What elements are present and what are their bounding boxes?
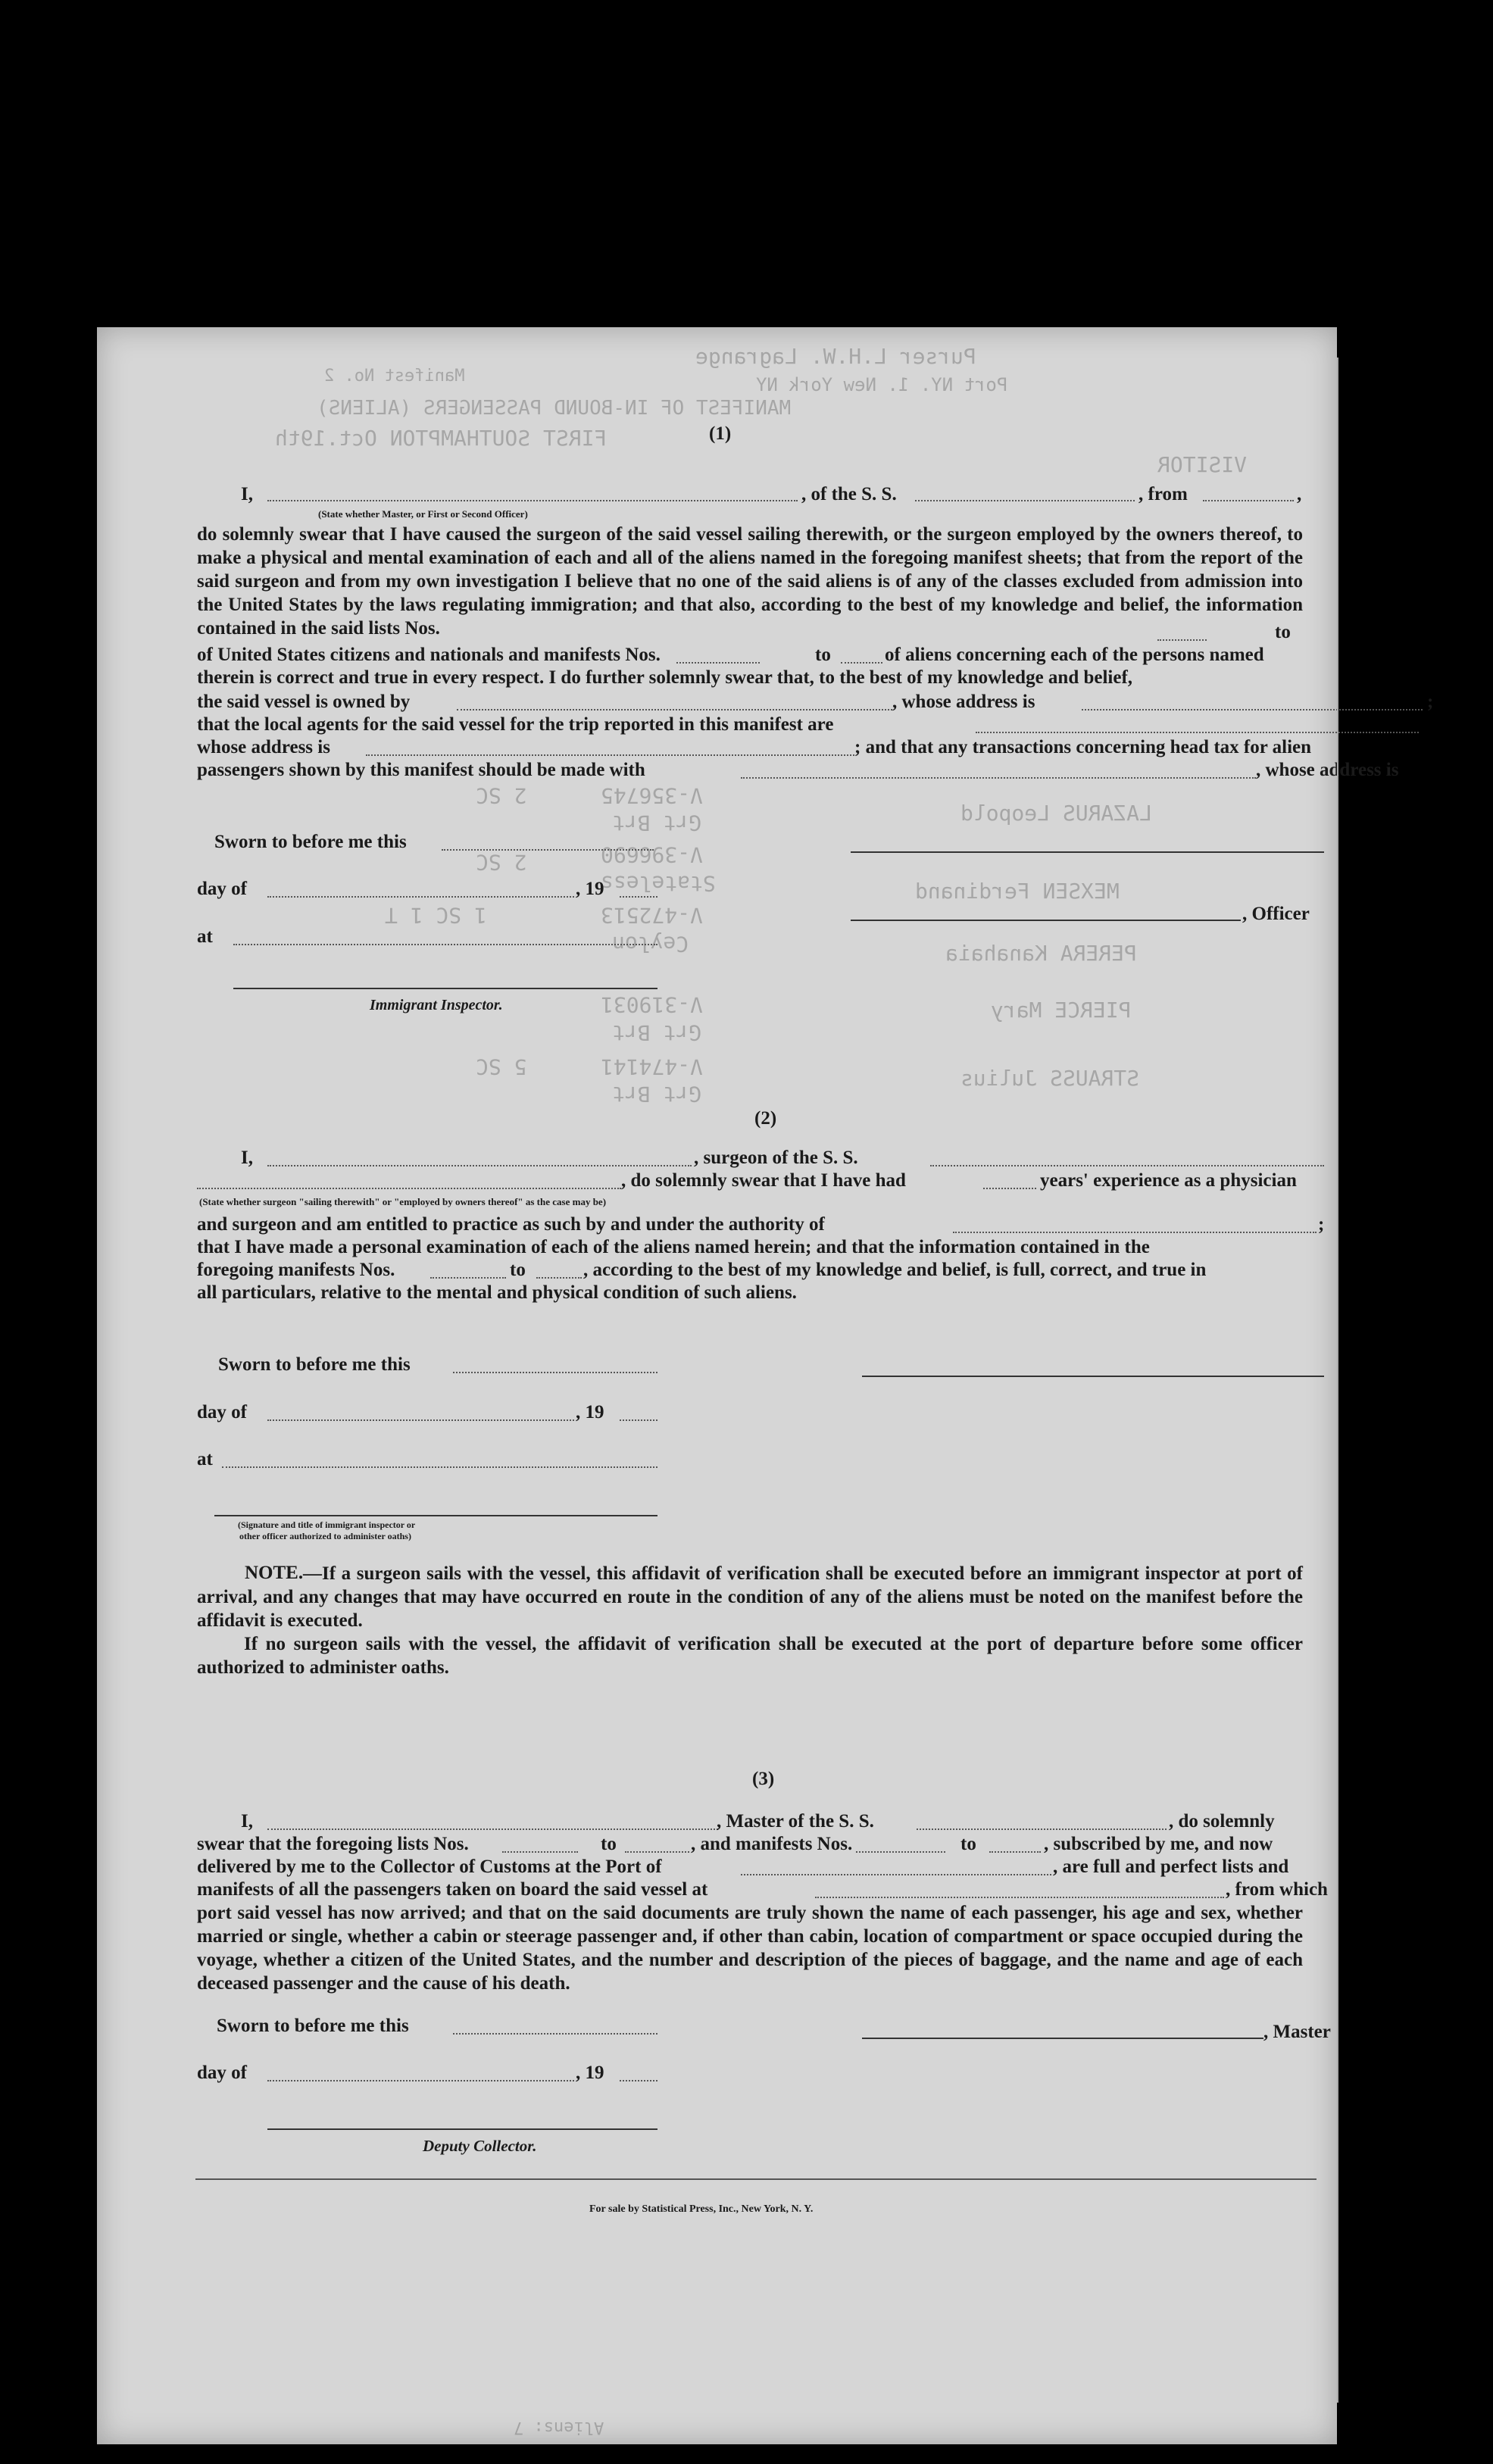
punch-hole [1368,2356,1401,2389]
s2-inspector-signature-line[interactable] [214,1515,657,1516]
s3-collector-label: delivered by me to the Collector of Customs at the Port of [197,1857,662,1877]
s3-declaration-paragraph: port said vessel has now arrived; and that on the said documents are truly shown the name of each passenger, his age and sex, whether married or single, whether a cabin or steerage passenger and, if other than cabin, location of compartment or space occupied during the voyage, whether a citizen of the United States, and the number and description of the pieces of baggage, and the name and age of each deceased passenger and the cause of his death. [197,1903,1303,1994]
s1-agents-field[interactable] [976,732,1419,733]
s3-name-field[interactable] [267,1828,718,1830]
s1-from-field[interactable] [1203,500,1294,501]
footer-printer: For sale by Statistical Press, Inc., New York, N. Y. [589,2203,814,2215]
s1-head-tax-label: ; and that any transactions concerning head tax for alien [854,737,1312,757]
ghost-class-2: 2 SC [476,850,527,875]
right-edge-rule [1337,358,1338,2403]
s2-year-field[interactable] [620,1419,657,1421]
s2-years-field[interactable] [983,1188,1036,1189]
s1-owner-address-field[interactable] [1082,709,1423,710]
s3-lists-to-label: to [601,1834,617,1854]
s2-capacity-field[interactable] [197,1188,621,1189]
ghost-code-1: V-356745 [601,783,703,808]
s2-at-label: at [197,1449,213,1469]
ghost-visitor: VISITOR [1157,452,1248,477]
s2-note-label: NOTE. [245,1563,304,1583]
punch-hole [1373,1924,1406,1957]
s2-swear-label: , do solemnly swear that I have had [621,1170,906,1191]
punch-hole [1363,501,1397,535]
s1-head-tax-address-label: , whose address is [1256,760,1399,780]
s3-port-field[interactable] [741,1874,1051,1875]
s3-manifests-to-label: to [960,1834,976,1854]
ghost-code-7: V-319031 [601,992,703,1017]
s1-day-field[interactable] [267,896,574,898]
s3-collector-signature-line[interactable] [267,2128,657,2130]
s2-i-label: I, [241,1148,253,1168]
s1-agents-address-field[interactable] [366,754,854,756]
s3-from-which-label: , from which [1226,1879,1328,1900]
s1-from-label: , from [1138,484,1188,504]
s2-examination-line: that I have made a personal examination of each of the aliens named herein; and that the information contained in the [197,1237,1150,1257]
s2-manifests-to-label: to [510,1260,526,1280]
punch-hole [1368,1845,1401,1878]
s1-manifest-to-label: to [815,645,831,665]
s1-oath-paragraph: do solemnly swear that I have caused the surgeon of the said vessel sailing therewith, or the surgeon employed by the owners thereof, to make a physical and mental examination of each and all of the aliens named in the foregoing manifest sheets; that from the report of the said surgeon and from my own investigation I believe that no one of the said aliens is of any of the classes excluded from admission into the United States by the laws regulating immigration; and that also, according to the best of my knowledge and belief, the information contained in the said lists Nos. [197,524,1303,639]
ghost-class-3: 1 SC 1 T [385,903,487,928]
s3-manifests-to-field[interactable] [989,1851,1041,1853]
s1-manifest-to-field[interactable] [841,662,882,664]
ghost-code-6: Ceylon [612,932,689,957]
s1-officer-line-1[interactable] [851,851,1324,853]
s3-departure-port-field[interactable] [815,1897,1224,1898]
ghost-purser-stamp: Purser L.H.W. Lagrange [695,344,976,369]
s3-subscribed-label: , subscribed by me, and now [1044,1834,1273,1854]
s3-ship-field[interactable] [917,1828,1167,1830]
s1-citizens-label: of United States citizens and nationals and manifests Nos. [197,645,661,665]
s1-officer-label: , Officer [1242,904,1310,924]
ghost-code-10: Grt Brt [612,1082,702,1107]
s2-capacity-hint: (State whether surgeon "sailing therewith" or "employed by owners thereof" as the case may be) [199,1196,607,1207]
s3-lists-label: swear that the foregoing lists Nos. [197,1834,469,1854]
s1-owner-field[interactable] [457,709,892,710]
s2-day-label: day of [197,1402,247,1422]
s2-manifests-from-field[interactable] [430,1277,506,1279]
s1-ship-field[interactable] [915,500,1135,501]
s2-year-label: , 19 [576,1402,604,1422]
ghost-name-3: PERERA Kanahaia [945,941,1137,966]
ghost-port-stamp: Port NY. 1. New York NY [756,374,1008,395]
s3-do-solemnly-label: , do solemnly [1169,1811,1275,1832]
s3-sworn-field[interactable] [453,2033,657,2035]
s1-officer-signature-line[interactable] [851,920,1241,921]
s2-authority-label: and surgeon and am entitled to practice as such by and under the authority of [197,1214,825,1235]
s3-taken-on-board-label: manifests of all the passengers taken on board the said vessel at [197,1879,708,1900]
s1-lists-to-label: to [1275,622,1291,642]
s1-semicolon: ; [1427,692,1434,712]
s1-agents-label: that the local agents for the said vessel for the trip reported in this manifest are [197,714,834,735]
s1-head-tax-field[interactable] [741,777,1256,779]
ghost-code-5: V-472513 [601,903,703,928]
s3-year-label: , 19 [576,2063,604,2083]
s1-correct-line: therein is correct and true in every respect. I do further solemnly swear that, to the best of my knowledge and belief, [197,667,1133,688]
ghost-code-2: Grt Brt [612,810,702,835]
s1-name-field[interactable] [267,500,798,501]
s2-signature-hint-2: other officer authorized to administer oaths) [239,1531,411,1541]
ghost-name-2: MEXSEN Ferdinand [915,879,1120,904]
section-1-number: (1) [709,423,732,444]
s1-sworn-label: Sworn to before me this [214,832,407,852]
s1-sworn-field[interactable] [442,849,654,851]
s2-sworn-field[interactable] [453,1372,657,1373]
punch-hole [1368,795,1401,829]
s2-particulars-line: all particulars, relative to the mental and physical condition of such aliens. [197,1282,797,1303]
ghost-class-4: 5 SC [476,1054,527,1079]
s1-inspector-caption: Immigrant Inspector. [370,997,503,1013]
s3-master-signature-line[interactable] [862,2038,1263,2039]
s2-at-field[interactable] [222,1466,657,1468]
s1-owned-label: the said vessel is owned by [197,692,411,712]
s2-ship-field[interactable] [930,1165,1324,1166]
s3-day-label: day of [197,2063,247,2083]
s1-year-label: , 19 [576,879,604,899]
s1-at-field[interactable] [233,944,657,945]
s1-rank-hint: (State whether Master, or First or Second Officer) [318,508,528,520]
s1-year-field[interactable] [620,896,657,898]
s1-aliens-label: of aliens concerning each of the persons named [885,645,1264,665]
s2-note-2-text: If no surgeon sails with the vessel, the affidavit of verification shall be executed at the port of departure before some officer authorized to administer oaths. [197,1634,1303,1678]
s1-i-label: I, [241,484,253,504]
s1-at-label: at [197,926,213,947]
ghost-name-1: LAZARUS Leopold [960,801,1152,826]
punch-hole [1368,886,1401,920]
s3-day-field[interactable] [267,2080,574,2081]
s2-years-label: years' experience as a physician [1040,1170,1297,1191]
s2-surgeon-of-label: , surgeon of the S. S. [694,1148,858,1168]
ghost-code-3: V-396690 [601,842,703,867]
s1-passengers-label: passengers shown by this manifest should be made with [197,760,645,780]
s2-semicolon: ; [1318,1214,1325,1235]
ghost-code-4: Stateless [601,871,716,896]
ghost-code-8: Grt Brt [612,1020,702,1045]
manifest-page [97,327,1434,2444]
s2-knowledge-line: , according to the best of my knowledge and belief, is full, correct, and true in [583,1260,1207,1280]
footer-rule [195,2178,1317,2180]
s2-name-field[interactable] [267,1165,692,1166]
punch-hole [1368,1012,1401,1045]
ghost-class-1: 2 SC [476,783,527,808]
s3-full-perfect-label: , are full and perfect lists and [1053,1857,1289,1877]
ghost-manifest-no: Manifest No. 2 [324,367,465,386]
s3-lists-from-field[interactable] [502,1851,578,1853]
punch-hole [1360,379,1394,412]
punch-hole [1368,1715,1401,1748]
s2-surgeon-signature-line[interactable] [862,1376,1324,1377]
ghost-code-9: V-474141 [601,1054,703,1079]
s3-lists-to-field[interactable] [625,1851,689,1853]
ghost-name-5: STRAUSS Julius [960,1066,1140,1091]
s3-sworn-label: Sworn to before me this [217,2016,409,2036]
s2-signature-hint-1: (Signature and title of immigrant inspector or [238,1519,416,1530]
punch-hole [1368,2227,1401,2260]
s3-manifests-from-field[interactable] [856,1851,945,1853]
s1-manifest-from-field[interactable] [676,662,760,664]
ghost-manifest-title: MANIFEST OF IN-BOUND PASSENGERS (ALIENS) [317,397,792,420]
ghost-aliens-count: Aliens: 7 [514,2418,604,2437]
s3-master-label: , Master [1263,2022,1331,2042]
s2-sworn-label: Sworn to before me this [218,1354,411,1375]
s3-master-of-label: , Master of the S. S. [717,1811,874,1832]
s2-manifests-to-field[interactable] [536,1277,582,1279]
s2-note-text: —If a surgeon sails with the vessel, this affidavit of verification shall be executed before an immigrant inspector at port of arrival, and any changes that may have occurred en route in the condition of any of the aliens must be noted on the manifest before the affidavit is executed. [197,1563,1303,1631]
s3-year-field[interactable] [620,2080,657,2081]
s1-inspector-signature-line[interactable] [233,988,657,989]
s3-deputy-caption: Deputy Collector. [423,2137,537,2155]
section-2-number: (2) [754,1108,777,1129]
s2-day-field[interactable] [267,1419,574,1421]
ghost-name-4: PIERCE Mary [991,998,1132,1023]
s1-comma: , [1297,484,1302,504]
s2-authority-field[interactable] [953,1232,1317,1233]
s1-lists-from-field[interactable] [1157,639,1207,641]
s2-manifests-label: foregoing manifests Nos. [197,1260,395,1280]
s1-owner-address-label: , whose address is [892,692,1035,712]
s1-agents-address-label: whose address is [197,737,330,757]
ghost-class-port-date: FIRST SOUTHAMPTON Oct.19th [275,426,608,451]
s3-manifests-label: , and manifests Nos. [691,1834,853,1854]
s1-day-label: day of [197,879,247,899]
s1-of-ss-label: , of the S. S. [801,484,897,504]
s3-i-label: I, [241,1811,253,1832]
section-3-number: (3) [752,1769,775,1789]
